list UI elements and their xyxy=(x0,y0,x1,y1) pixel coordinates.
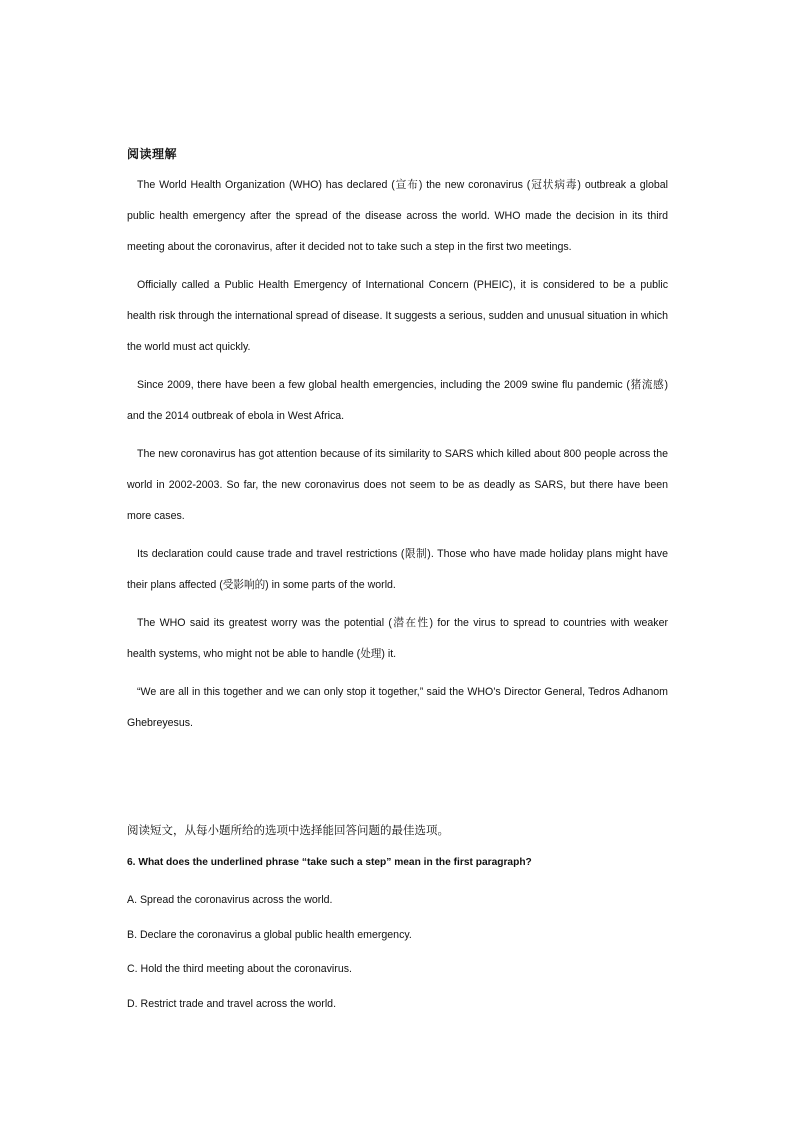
section-heading: 阅读理解 xyxy=(127,147,178,161)
reading-passage xyxy=(127,170,668,746)
passage-paragraph: “We are all in this together and we can only stop it together,” said the WHO’s Director General, Tedros Adhanom Ghebreyesus. xyxy=(127,686,668,729)
option-c: C. Hold the third meeting about the coronavirus. xyxy=(127,963,352,975)
passage-paragraph: The new coronavirus has got attention because of its similarity to SARS which killed about 800 people across the world in 2002-2003. So far, the new coronavirus does not seem to be as deadly as SARS, but there have been more cases. xyxy=(127,448,668,522)
option-b: B. Declare the coronavirus a global public health emergency. xyxy=(127,928,412,941)
passage-paragraph: The World Health Organization (WHO) has declared (宣布) the new coronavirus (冠状病毒) outbreak a global public health emergency after the spread of the disease across the world. WHO made the decision in its third meeting about the coronavirus, after it decided not to take such a step in the first two meetings. xyxy=(127,179,668,253)
passage-paragraph: The WHO said its greatest worry was the potential (潜在性) for the virus to spread to countries with weaker health systems, who might not be able to handle (处理) it. xyxy=(127,617,668,660)
answer-options xyxy=(127,893,668,1031)
passage-paragraph: Officially called a Public Health Emergency of International Concern (PHEIC), it is considered to be a public health risk through the international spread of disease. It suggests a serious, sudden and unusual situation in which the world must act quickly. xyxy=(127,279,668,353)
passage-paragraph: Since 2009, there have been a few global health emergencies, including the 2009 swine flu pandemic (猪流感) and the 2014 outbreak of ebola in West Africa. xyxy=(127,379,668,422)
question-stem: 6. What does the underlined phrase “take such a step” mean in the first paragraph? xyxy=(127,857,532,868)
instruction-text: 阅读短文，从每小题所给的选项中选择能回答问题的最佳选项。 xyxy=(127,825,449,837)
option-d: D. Restrict trade and travel across the world. xyxy=(127,997,337,1010)
passage-paragraph: Its declaration could cause trade and travel restrictions (限制). Those who have made holiday plans might have their plans affected (受影响的) in some parts of the world. xyxy=(127,548,668,591)
option-a: A. Spread the coronavirus across the world. xyxy=(127,894,333,906)
